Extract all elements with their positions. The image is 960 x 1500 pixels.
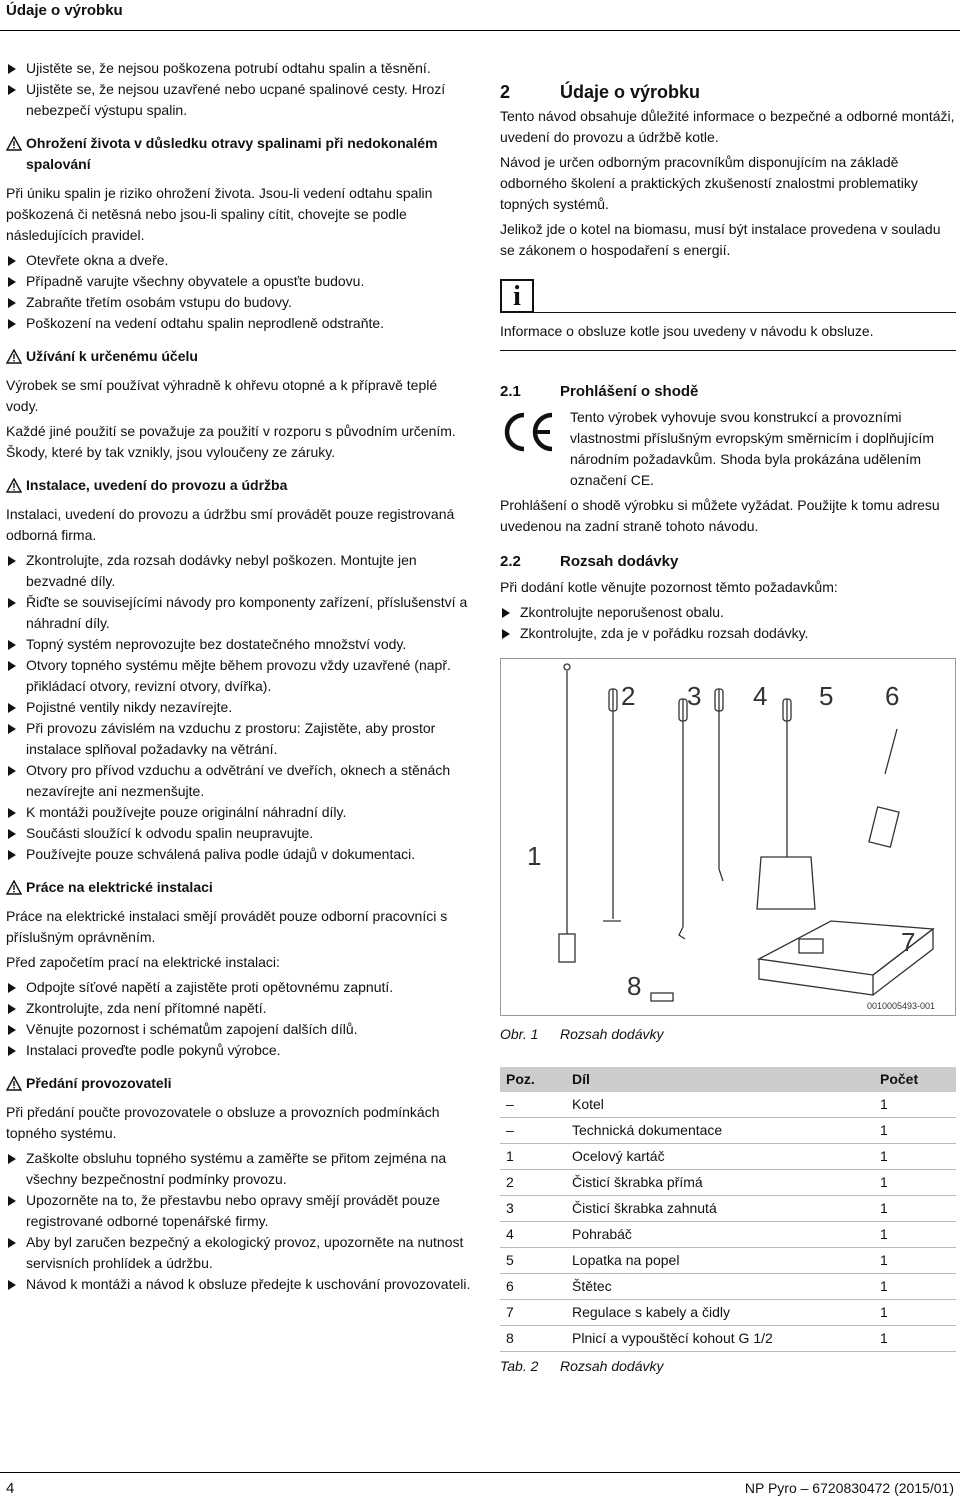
paragraph: Instalaci, uvedení do provozu a údržbu smí provádět pouze registrovaná odborná firma.	[6, 506, 455, 543]
paragraph: Tento návod obsahuje důležité informace o bezpečné a odborné montáži, uvedení do provozu a údržbě kotle.	[500, 108, 955, 145]
table-cell: 1	[500, 1144, 566, 1170]
list-item: Ujistěte se, že nejsou uzavřené nebo ucpané spalinové cesty. Hrozí nebezpečí výstupu spalin.	[6, 79, 472, 121]
info-icon: i	[500, 279, 534, 313]
table-cell: 5	[500, 1248, 566, 1274]
list-item: Aby byl zaručen bezpečný a ekologický provoz, upozorněte na nutnost servisních prohlídek a údržbu.	[6, 1232, 472, 1274]
table-cell: 1	[874, 1326, 956, 1352]
table-cell: 6	[500, 1274, 566, 1300]
intro-bullet-list	[6, 58, 472, 121]
section-title: Rozsah dodávky	[560, 553, 679, 570]
table-row	[500, 1170, 956, 1196]
warning-heading	[6, 1073, 472, 1094]
warning-title: Užívání k určenému účelu	[26, 348, 198, 364]
warning-title: Instalace, uvedení do provozu a údržba	[26, 477, 288, 493]
list-item: Pojistné ventily nikdy nezavírejte.	[6, 697, 472, 718]
table-cell: 1	[874, 1222, 956, 1248]
footer-rule	[0, 1472, 960, 1473]
header-rule	[0, 30, 960, 31]
list-item: Instalaci proveďte podle pokynů výrobce.	[6, 1040, 472, 1061]
figure-caption-label: Obr. 1	[500, 1026, 539, 1042]
bullet-list	[6, 1148, 472, 1295]
list-item: Odpojte síťové napětí a zajistěte proti opětovnému zapnutí.	[6, 977, 472, 998]
page-number: 4	[6, 1480, 15, 1497]
chapter-number: 2	[500, 82, 511, 102]
list-item: Při provozu závislém na vzduchu z prostoru: Zajistěte, aby prostor instalace splňoval požadavky na větrání.	[6, 718, 472, 760]
bullet-list	[6, 250, 472, 334]
paragraph: Každé jiné použití se považuje za použití v rozporu s původním určením. Škody, které by tak vznikly, jsou vyloučeny ze záruky.	[6, 423, 456, 460]
table-header-cell: Poz.	[500, 1067, 566, 1092]
paragraph: Tento výrobek vyhovuje svou konstrukcí a provozními vlastnostmi příslušným evropským směrnicím i doplňujícím národním požadavkům. Shoda byla prokázána udělením označení CE.	[570, 409, 935, 488]
callout-4: 4	[753, 681, 768, 711]
callout-1: 1	[527, 841, 542, 871]
paragraph: Prohlášení o shodě výrobku si můžete vyžádat. Použijte k tomu adresu uvedenou na zadní straně tohoto návodu.	[500, 497, 940, 534]
callout-7: 7	[901, 927, 916, 957]
warning-heading	[6, 877, 472, 898]
warning-title: Ohrožení života v důsledku otravy spalinami při nedokonalém spalování	[26, 135, 438, 172]
table-cell: 7	[500, 1300, 566, 1326]
table-cell: 1	[874, 1300, 956, 1326]
paragraph: Práce na elektrické instalaci smějí provádět pouze odborní pracovníci s příslušným oprávněním.	[6, 908, 448, 945]
table-header-cell: Díl	[566, 1067, 874, 1092]
paragraph: Jelikož jde o kotel na biomasu, musí být instalace provedena v souladu se zákonem o hospodaření s energií.	[500, 221, 941, 258]
warning-heading	[6, 133, 472, 175]
warning-triangle-icon	[6, 877, 26, 898]
warning-heading	[6, 346, 472, 367]
list-item: Ujistěte se, že nejsou poškozena potrubí odtahu spalin a těsnění.	[6, 58, 472, 79]
callout-5: 5	[819, 681, 834, 711]
list-item: Věnujte pozornost i schématům zapojení dalších dílů.	[6, 1019, 472, 1040]
callout-2: 2	[621, 681, 636, 711]
ce-mark-icon	[500, 407, 570, 495]
list-item: Návod k montáži a návod k obsluze předejte k uschování provozovateli.	[6, 1274, 472, 1295]
table-cell: –	[500, 1092, 566, 1118]
table-cell: –	[500, 1118, 566, 1144]
table-row	[500, 1196, 956, 1222]
list-item: K montáži používejte pouze originální náhradní díly.	[6, 802, 472, 823]
warning-triangle-icon	[6, 1073, 26, 1094]
table-cell: 1	[874, 1248, 956, 1274]
callout-8: 8	[627, 971, 642, 1001]
list-item: Upozorněte na to, že přestavbu nebo opravy smějí provádět pouze registrované odborné topenářské firmy.	[6, 1190, 472, 1232]
table-cell: Pohrabáč	[566, 1222, 874, 1248]
list-item: Zkontrolujte, zda je v pořádku rozsah dodávky.	[500, 623, 956, 644]
table-caption-text: Rozsah dodávky	[560, 1358, 664, 1374]
table-row	[500, 1222, 956, 1248]
chapter-heading	[500, 80, 956, 104]
table-cell: Čisticí škrabka zahnutá	[566, 1196, 874, 1222]
paragraph: Návod je určen odborným pracovníkům disponujícím na základě odborného školení a praktických zkušeností znalostmi problematiky topných systémů.	[500, 154, 918, 212]
ce-block	[500, 407, 956, 495]
warning-triangle-icon	[6, 133, 26, 154]
right-column	[500, 58, 956, 1377]
table-cell: 1	[874, 1196, 956, 1222]
warning-heading	[6, 475, 472, 496]
table-header-row	[500, 1067, 956, 1092]
section-heading	[500, 551, 956, 573]
table-caption	[500, 1356, 956, 1377]
bullet-list	[6, 550, 472, 865]
table-row	[500, 1144, 956, 1170]
table-row	[500, 1248, 956, 1274]
bullet-list	[6, 977, 472, 1061]
table-row	[500, 1300, 956, 1326]
table-cell: 1	[874, 1274, 956, 1300]
list-item: Případně varujte všechny obyvatele a opusťte budovu.	[6, 271, 472, 292]
table-row	[500, 1274, 956, 1300]
list-item: Topný systém neprovozujte bez dostatečného množství vody.	[6, 634, 472, 655]
table-cell: 1	[874, 1170, 956, 1196]
warning-triangle-icon	[6, 346, 26, 367]
section-number: 2.2	[500, 553, 521, 570]
section-heading	[500, 381, 956, 403]
table-cell: 3	[500, 1196, 566, 1222]
warning-triangle-icon	[6, 475, 26, 496]
callout-6: 6	[885, 681, 900, 711]
paragraph: Před započetím prací na elektrické instalaci:	[6, 954, 280, 970]
left-column	[6, 58, 472, 1299]
section-number: 2.1	[500, 383, 521, 400]
table-row	[500, 1118, 956, 1144]
list-item: Používejte pouze schválená paliva podle údajů v dokumentaci.	[6, 844, 472, 865]
document-id: NP Pyro – 6720830472 (2015/01)	[744, 1480, 954, 1496]
figure-caption-text: Rozsah dodávky	[560, 1026, 664, 1042]
delivery-scope-figure	[500, 658, 956, 1016]
bullet-list	[500, 602, 956, 644]
section-title: Prohlášení o shodě	[560, 383, 699, 400]
list-item: Otevřete okna a dveře.	[6, 250, 472, 271]
list-item: Poškození na vedení odtahu spalin neprodleně odstraňte.	[6, 313, 472, 334]
table-row	[500, 1326, 956, 1352]
table-cell: 8	[500, 1326, 566, 1352]
paragraph: Při předání poučte provozovatele o obsluze a provozních podmínkách topného systému.	[6, 1104, 440, 1141]
table-header-cell: Počet	[874, 1067, 956, 1092]
paragraph: Při úniku spalin je riziko ohrožení života. Jsou-li vedení odtahu spalin poškozená či netěsná nebo jsou-li spaliny cítit, chovejte se podle následujících pravidel.	[6, 185, 433, 243]
list-item: Zaškolte obsluhu topného systému a zaměřte se přitom zejména na všechny bezpečnostní podmínky provozu.	[6, 1148, 472, 1190]
callout-3: 3	[687, 681, 702, 711]
table-cell: Ocelový kartáč	[566, 1144, 874, 1170]
paragraph: Při dodání kotle věnujte pozornost těmto požadavkům:	[500, 579, 838, 595]
list-item: Zkontrolujte neporušenost obalu.	[500, 602, 956, 623]
list-item: Řiďte se souvisejícími návody pro komponenty zařízení, příslušenství a náhradní díly.	[6, 592, 472, 634]
list-item: Otvory topného systému mějte během provozu vždy uzavřené (např. přikládací otvory, revizní otvory, dvířka).	[6, 655, 472, 697]
table-row	[500, 1092, 956, 1118]
table-caption-label: Tab. 2	[500, 1358, 539, 1374]
warning-title: Předání provozovateli	[26, 1075, 172, 1091]
table-cell: Štětec	[566, 1274, 874, 1300]
list-item: Zkontrolujte, zda není přítomné napětí.	[6, 998, 472, 1019]
table-cell: Lopatka na popel	[566, 1248, 874, 1274]
info-text: Informace o obsluze kotle jsou uvedeny v návodu k obsluze.	[500, 313, 956, 351]
table-cell: Plnicí a vypouštěcí kohout G 1/2	[566, 1326, 874, 1352]
running-header: Údaje o výrobku	[6, 2, 123, 19]
table-cell: Čisticí škrabka přímá	[566, 1170, 874, 1196]
table-cell: Kotel	[566, 1092, 874, 1118]
info-rule	[534, 279, 956, 313]
paragraph: Výrobek se smí používat výhradně k ohřevu otopné a k přípravě teplé vody.	[6, 377, 438, 414]
warning-title: Práce na elektrické instalaci	[26, 879, 213, 895]
table-cell: Technická dokumentace	[566, 1118, 874, 1144]
list-item: Zkontrolujte, zda rozsah dodávky nebyl poškozen. Montujte jen bezvadné díly.	[6, 550, 472, 592]
chapter-title: Údaje o výrobku	[560, 82, 701, 102]
table-cell: 4	[500, 1222, 566, 1248]
figure-code: 0010005493-001	[867, 1001, 936, 1011]
table-cell: 2	[500, 1170, 566, 1196]
list-item: Zabraňte třetím osobám vstupu do budovy.	[6, 292, 472, 313]
info-box	[500, 279, 956, 313]
list-item: Otvory pro přívod vzduchu a odvětrání ve dveřích, oknech a stěnách nezavírejte ani nezmenšujte.	[6, 760, 472, 802]
table-cell: 1	[874, 1092, 956, 1118]
list-item: Součásti sloužící k odvodu spalin neupravujte.	[6, 823, 472, 844]
table-cell: Regulace s kabely a čidly	[566, 1300, 874, 1326]
table-cell: 1	[874, 1144, 956, 1170]
figure-caption	[500, 1024, 956, 1045]
parts-table	[500, 1067, 956, 1352]
table-cell: 1	[874, 1118, 956, 1144]
delivery-scope-illustration	[501, 659, 955, 1015]
